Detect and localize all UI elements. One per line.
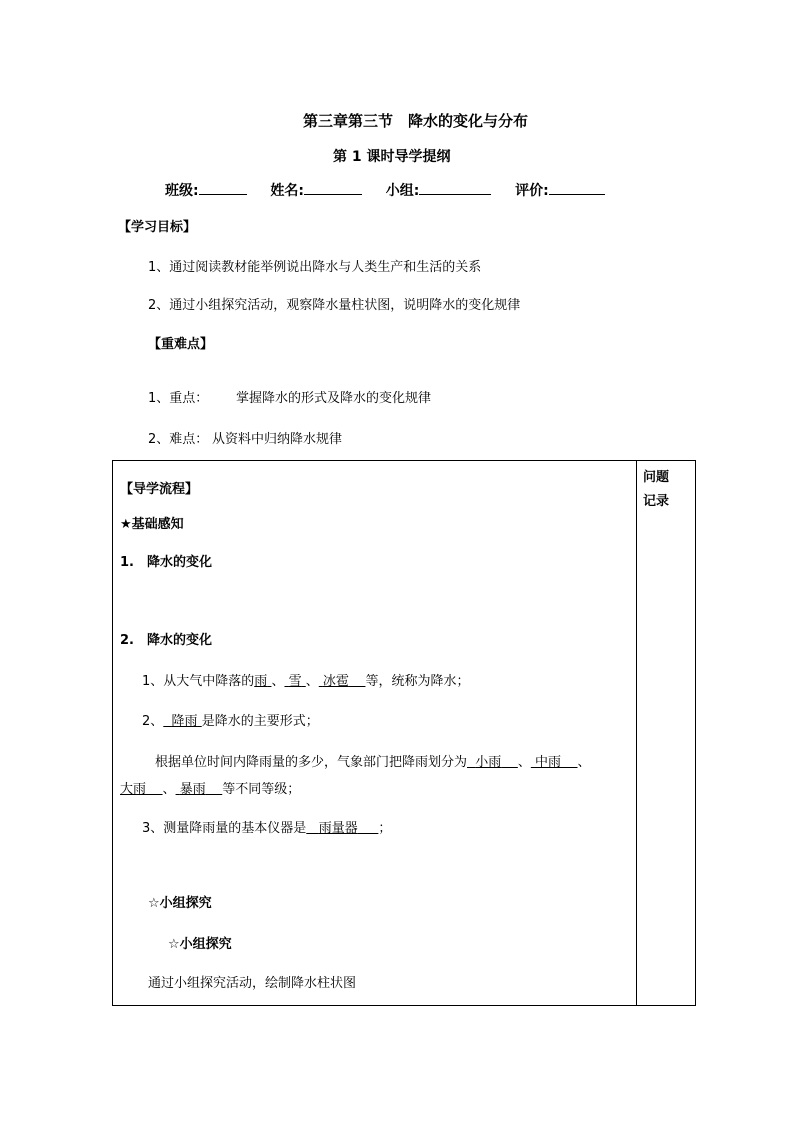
name-blank [304, 180, 362, 195]
section-2-heading: 2. 降水的变化 [120, 633, 212, 648]
guide-table [112, 460, 696, 1006]
notes-column-header-line2: 记录 [643, 494, 670, 509]
line3-sep: 、 [577, 755, 591, 770]
info-fields [165, 180, 605, 200]
line4-sep: 、 [162, 782, 176, 797]
fill-line-1 [142, 670, 469, 689]
line3-prefix: 根据单位时间内降雨量的多少，气象部门把降雨划分为 [155, 755, 468, 770]
line1-sep: 、 [271, 674, 285, 689]
key-points-heading: 【重难点】 [148, 337, 214, 352]
table-column-divider [636, 460, 637, 1006]
fill-line-5 [142, 817, 391, 836]
activity-text: 通过小组探究活动，绘制降水柱状图 [148, 976, 357, 991]
line5-prefix: 3、测量降雨量的基本仪器是 [142, 821, 307, 836]
line4-suffix: 等不同等级； [222, 782, 301, 797]
line1-prefix: 1、从大气中降落的 [142, 674, 255, 689]
fill-line-3 [155, 751, 591, 770]
basic-perception-heading: ★基础感知 [120, 517, 184, 532]
section-1-heading: 1. 降水的变化 [120, 555, 212, 570]
key-point-label: 1、重点： [148, 391, 209, 406]
page-title: 第三章第三节 降水的变化与分布 [303, 112, 529, 130]
answer-rainstorm: 暴雨 [179, 782, 206, 797]
line1-suffix: 等，统称为降水； [365, 674, 470, 689]
notes-column-header-line1: 问题 [643, 470, 670, 485]
answer-heavy-rain: 大雨 [120, 782, 147, 797]
answer-rain: 雨 [254, 674, 268, 689]
key-point-text: 掌握降水的形式及降水的变化规律 [236, 391, 432, 406]
group-inquiry-subheading: ☆小组探究 [168, 937, 232, 952]
evaluation-blank [549, 180, 605, 195]
answer-rainfall: 降雨 [171, 714, 198, 729]
answer-snow: 雪 [288, 674, 302, 689]
name-label: 姓名: [270, 183, 304, 199]
answer-light-rain: 小雨 [475, 755, 502, 770]
line5-suffix: ； [378, 821, 392, 836]
evaluation-label: 评价: [515, 183, 549, 199]
difficult-point-text: 从资料中归纳降水规律 [212, 432, 343, 447]
answer-rain-gauge: 雨量器 [318, 821, 358, 836]
difficult-point-label: 2、难点： [148, 432, 209, 447]
group-blank [419, 180, 491, 195]
answer-hail: 冰雹 [322, 674, 349, 689]
line3-sep: 、 [517, 755, 531, 770]
guide-heading: 【导学流程】 [120, 482, 199, 497]
group-label: 小组: [385, 183, 420, 199]
objective-item: 2、通过小组探究活动，观察降水量柱状图，说明降水的变化规律 [148, 298, 521, 313]
line2-prefix: 2、 [142, 714, 164, 729]
fill-line-2 [142, 710, 319, 729]
fill-line-4 [120, 778, 300, 797]
objective-item: 1、通过阅读教材能举例说出降水与人类生产和生活的关系 [148, 260, 482, 275]
line1-sep: 、 [305, 674, 319, 689]
page-subtitle: 第 1 课时导学提纲 [333, 149, 451, 165]
answer-moderate-rain: 中雨 [534, 755, 561, 770]
group-inquiry-heading: ☆小组探究 [148, 896, 212, 911]
line2-suffix: 是降水的主要形式； [201, 714, 319, 729]
class-label: 班级: [165, 183, 199, 199]
class-blank [199, 180, 247, 195]
objectives-heading: 【学习目标】 [118, 220, 197, 235]
